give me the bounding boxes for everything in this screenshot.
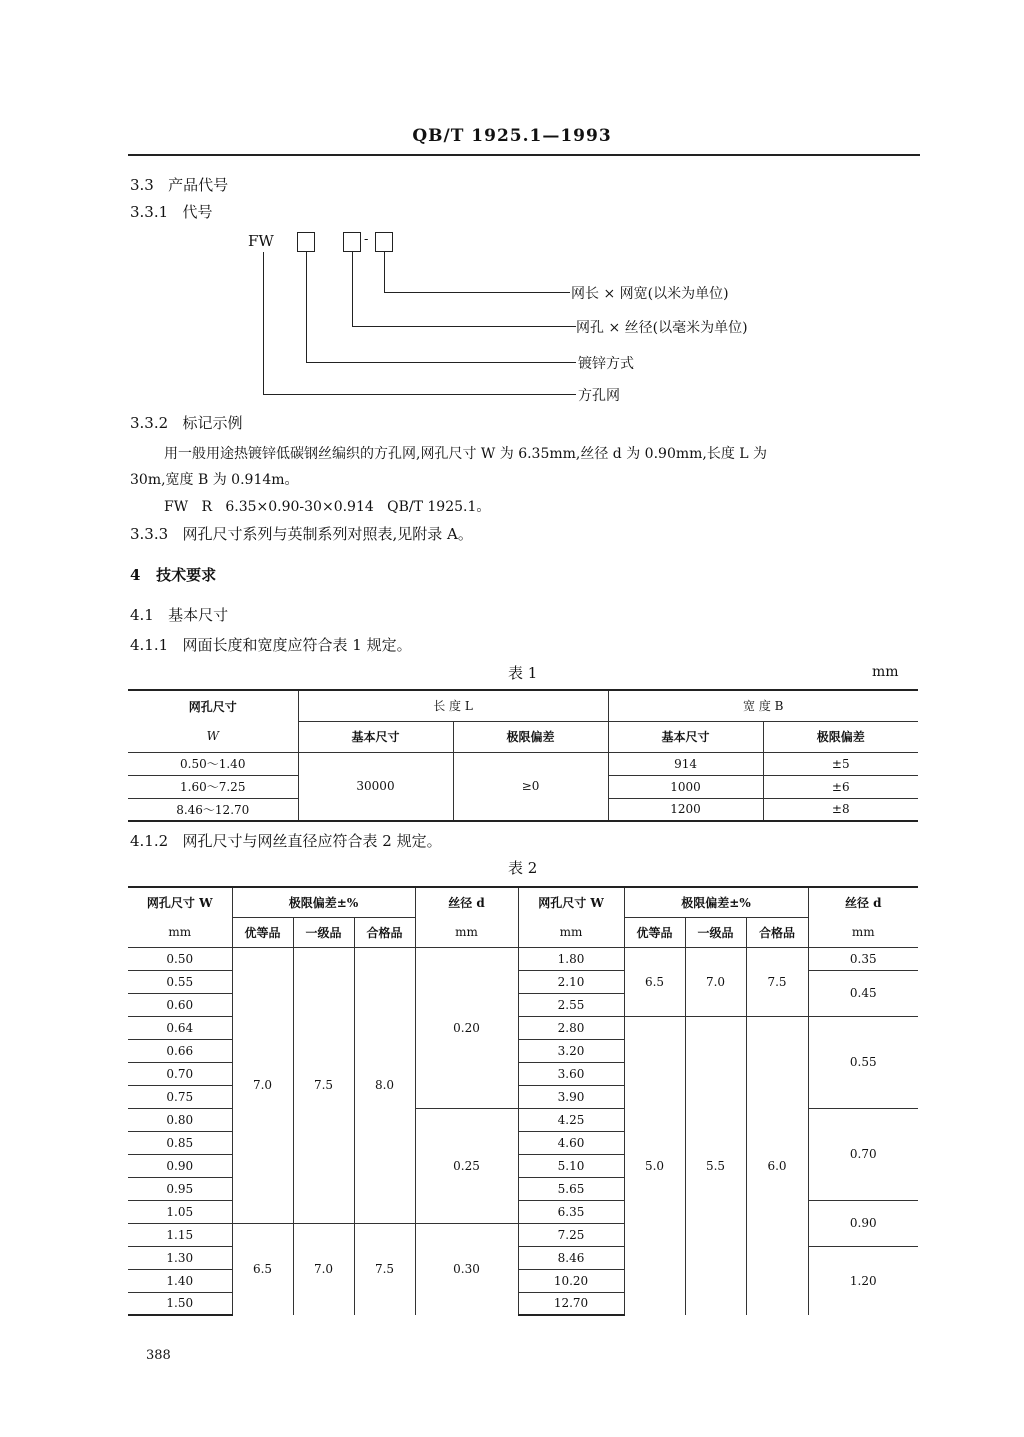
t2-header-mesh-right: 网孔尺寸 W (518, 887, 624, 917)
leader-h-mesh (352, 326, 576, 327)
leader-h-size (384, 292, 570, 293)
t1-width-basic-cell: 1000 (608, 775, 763, 798)
table-1 (128, 689, 918, 822)
code-box-mesh-wire (343, 232, 361, 252)
section-3-3-2 (130, 412, 243, 433)
t2-dev-right-premium: 5.0 (624, 1016, 685, 1315)
t2-mesh-left-cell: 0.64 (128, 1016, 232, 1039)
t2-dev-right-premium: 6.5 (624, 947, 685, 1016)
code-dash: - (364, 232, 369, 247)
t1-width-basic-cell: 914 (608, 752, 763, 775)
t2-mesh-left-cell: 0.50 (128, 947, 232, 970)
section-number: 3.3.1 (130, 203, 169, 221)
t2-header-wire-right: 丝径 d (808, 887, 918, 917)
t2-mesh-right-cell: 2.55 (518, 993, 624, 1016)
t2-dev-right-first: 7.0 (685, 947, 746, 1016)
t1-header-width: 宽 度 B (608, 690, 918, 721)
t2-wire-right-cell: 1.20 (808, 1246, 918, 1315)
section-number: 3.3 (130, 176, 154, 194)
t2-header-grade-premium: 优等品 (232, 917, 293, 947)
section-text: 网面长度和宽度应符合表 1 规定。 (182, 636, 412, 654)
section-number: 4 (130, 566, 141, 584)
table-row (128, 947, 918, 970)
section-title: 基本尺寸 (168, 606, 229, 624)
code-box-zinc (297, 232, 315, 252)
t2-wire-left-cell: 0.30 (415, 1223, 518, 1315)
t2-header-grade-qualified: 合格品 (354, 917, 415, 947)
t2-dev-right-qualified: 6.0 (746, 1016, 808, 1315)
t2-mesh-right-cell: 5.10 (518, 1154, 624, 1177)
t1-header-mesh-symbol: W (128, 721, 298, 752)
t1-length-dev: ≥0 (453, 752, 608, 821)
t2-mesh-left-cell: 1.50 (128, 1292, 232, 1315)
leader-line-fw (263, 252, 264, 394)
t2-mesh-right-cell: 4.25 (518, 1108, 624, 1131)
t2-mesh-left-cell: 0.66 (128, 1039, 232, 1062)
t2-mesh-left-cell: 0.55 (128, 970, 232, 993)
t2-mesh-left-cell: 0.80 (128, 1108, 232, 1131)
t2-header-mesh-left: 网孔尺寸 W (128, 887, 232, 917)
t2-mesh-right-cell: 2.80 (518, 1016, 624, 1039)
table1-unit: mm (872, 664, 899, 680)
t2-header-mm-wire-right: mm (808, 917, 918, 947)
example-marking: FW R 6.35×0.90-30×0.914 QB/T 1925.1。 (164, 499, 491, 515)
t1-header-length-dev: 极限偏差 (453, 721, 608, 752)
leader-line-size (384, 252, 385, 292)
t2-mesh-right-cell: 7.25 (518, 1223, 624, 1246)
t2-mesh-right-cell: 12.70 (518, 1292, 624, 1315)
t2-dev-left-qualified: 8.0 (354, 947, 415, 1223)
t2-header-mm-right: mm (518, 917, 624, 947)
t2-header-wire-left: 丝径 d (415, 887, 518, 917)
section-number: 4.1 (130, 606, 154, 624)
label-square-mesh: 方孔网 (578, 388, 620, 404)
section-title: 产品代号 (168, 176, 229, 194)
example-line-1: 用一般用途热镀锌低碳钢丝编织的方孔网,网孔尺寸 W 为 6.35mm,丝径 d 为 0.90mm,长度 L 为 (164, 446, 768, 462)
section-number: 3.3.3 (130, 525, 169, 543)
t1-length-basic: 30000 (298, 752, 453, 821)
label-mesh-wire: 网孔 × 丝径(以毫米为单位) (576, 320, 748, 336)
t2-dev-left-premium: 7.0 (232, 947, 293, 1223)
example-line-2: 30m,宽度 B 为 0.914m。 (130, 472, 299, 488)
section-3-3-1 (130, 201, 213, 222)
t2-mesh-left-cell: 0.85 (128, 1131, 232, 1154)
t2-mesh-left-cell: 1.30 (128, 1246, 232, 1269)
table2-caption: 表 2 (508, 859, 538, 877)
code-box-length-width (375, 232, 393, 252)
t2-header-grade-first: 一级品 (293, 917, 354, 947)
t2-mesh-left-cell: 1.15 (128, 1223, 232, 1246)
t2-dev-right-qualified: 7.5 (746, 947, 808, 1016)
t2-mesh-right-cell: 10.20 (518, 1269, 624, 1292)
t2-dev-left-first: 7.0 (293, 1223, 354, 1315)
section-title: 标记示例 (182, 414, 243, 432)
section-3-3-3 (130, 523, 473, 544)
section-4-1-2 (130, 830, 442, 851)
t2-dev-left-premium: 6.5 (232, 1223, 293, 1315)
page-number: 388 (146, 1348, 171, 1363)
t2-dev-right-first: 5.5 (685, 1016, 746, 1315)
table-2 (128, 886, 918, 1316)
t2-wire-right-cell: 0.45 (808, 970, 918, 1016)
t1-header-width-basic: 基本尺寸 (608, 721, 763, 752)
t2-wire-right-cell: 0.90 (808, 1200, 918, 1246)
t2-mesh-right-cell: 8.46 (518, 1246, 624, 1269)
t2-dev-left-qualified: 7.5 (354, 1223, 415, 1315)
section-number: 3.3.2 (130, 414, 169, 432)
header-rule (128, 154, 920, 156)
t1-header-width-dev: 极限偏差 (763, 721, 918, 752)
label-length-width: 网长 × 网宽(以米为单位) (571, 286, 729, 302)
t2-header-mm-left: mm (128, 917, 232, 947)
leader-line-mesh (352, 252, 353, 326)
section-number: 4.1.1 (130, 636, 169, 654)
document-header: QB/T 1925.1—1993 (412, 126, 612, 146)
t1-mesh-cell: 8.46～12.70 (128, 798, 298, 821)
t2-wire-right-cell: 0.55 (808, 1016, 918, 1108)
t2-header-grade-premium: 优等品 (624, 917, 685, 947)
t2-mesh-right-cell: 4.60 (518, 1131, 624, 1154)
section-4-1-1 (130, 634, 412, 655)
t2-mesh-left-cell: 0.70 (128, 1062, 232, 1085)
t2-dev-left-first: 7.5 (293, 947, 354, 1223)
label-zinc-method: 镀锌方式 (578, 356, 634, 372)
t1-width-basic-cell: 1200 (608, 798, 763, 821)
section-text: 网孔尺寸与网丝直径应符合表 2 规定。 (182, 832, 442, 850)
t2-mesh-left-cell: 1.40 (128, 1269, 232, 1292)
t2-mesh-right-cell: 2.10 (518, 970, 624, 993)
t2-header-dev-right: 极限偏差±% (624, 887, 808, 917)
t1-mesh-cell: 0.50～1.40 (128, 752, 298, 775)
t2-mesh-right-cell: 5.65 (518, 1177, 624, 1200)
t1-header-length: 长 度 L (298, 690, 608, 721)
section-number: 4.1.2 (130, 832, 169, 850)
t1-mesh-cell: 1.60～7.25 (128, 775, 298, 798)
t1-width-dev-cell: ±5 (763, 752, 918, 775)
section-4-1 (130, 604, 228, 625)
t2-mesh-right-cell: 3.60 (518, 1062, 624, 1085)
t2-header-mm-wire-left: mm (415, 917, 518, 947)
section-title: 代号 (182, 203, 213, 221)
t1-header-length-basic: 基本尺寸 (298, 721, 453, 752)
t2-wire-left-cell: 0.20 (415, 947, 518, 1108)
t1-width-dev-cell: ±8 (763, 798, 918, 821)
t2-mesh-left-cell: 1.05 (128, 1200, 232, 1223)
leader-h-zinc (306, 362, 576, 363)
t2-header-grade-first: 一级品 (685, 917, 746, 947)
t2-wire-right-cell: 0.35 (808, 947, 918, 970)
section-3-3 (130, 174, 228, 195)
section-4 (130, 564, 216, 585)
t2-mesh-left-cell: 0.95 (128, 1177, 232, 1200)
table-row (128, 752, 918, 775)
code-prefix: FW (248, 232, 274, 250)
t2-mesh-right-cell: 1.80 (518, 947, 624, 970)
t2-header-grade-qualified: 合格品 (746, 917, 808, 947)
t1-width-dev-cell: ±6 (763, 775, 918, 798)
t2-mesh-right-cell: 6.35 (518, 1200, 624, 1223)
section-title: 技术要求 (156, 566, 217, 584)
leader-h-fw (263, 394, 576, 395)
t1-header-mesh: 网孔尺寸 (128, 690, 298, 721)
t2-body (128, 887, 918, 1315)
t2-mesh-left-cell: 0.90 (128, 1154, 232, 1177)
section-text: 网孔尺寸系列与英制系列对照表,见附录 A。 (182, 525, 473, 543)
t2-header-dev-left: 极限偏差±% (232, 887, 415, 917)
t2-mesh-right-cell: 3.20 (518, 1039, 624, 1062)
table1-caption: 表 1 (508, 664, 538, 682)
t2-mesh-left-cell: 0.75 (128, 1085, 232, 1108)
t2-mesh-left-cell: 0.60 (128, 993, 232, 1016)
t2-wire-left-cell: 0.25 (415, 1108, 518, 1223)
t2-mesh-right-cell: 3.90 (518, 1085, 624, 1108)
leader-line-zinc (306, 252, 307, 362)
t2-wire-right-cell: 0.70 (808, 1108, 918, 1200)
